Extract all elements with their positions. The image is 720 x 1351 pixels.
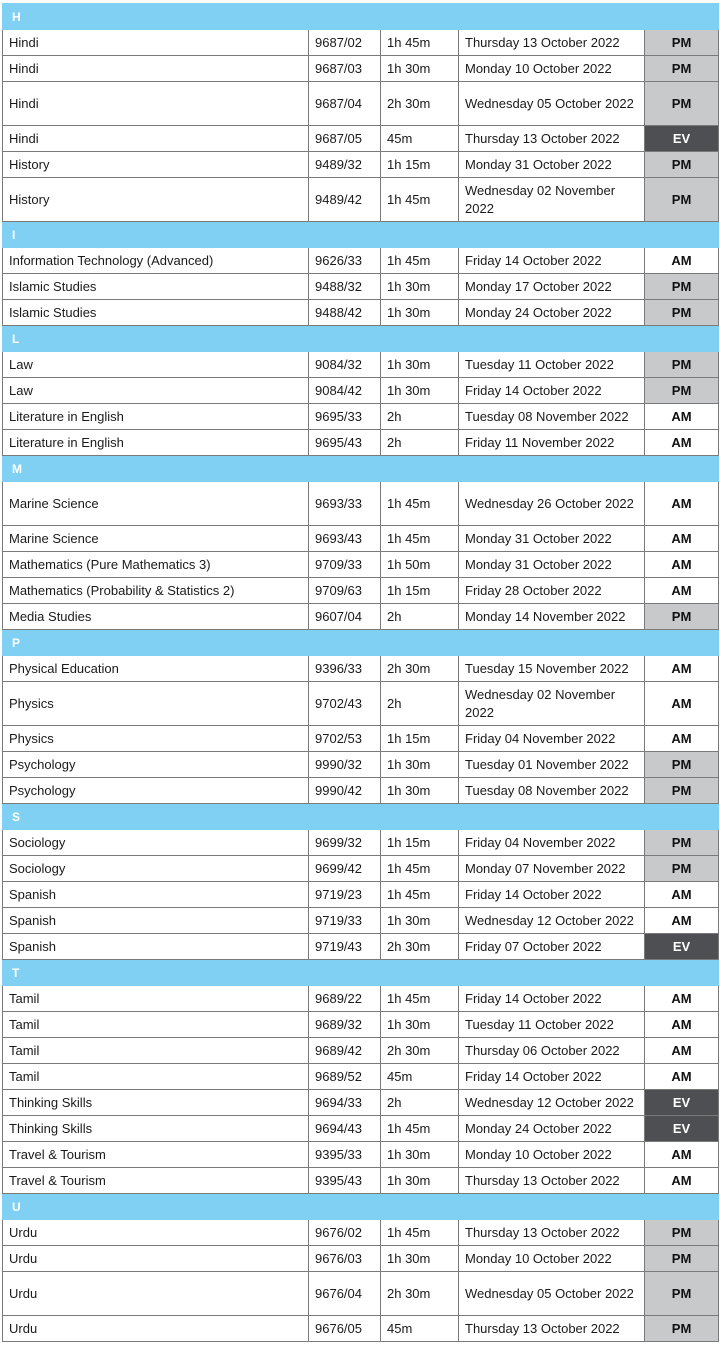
- duration-cell: 1h 30m: [381, 352, 459, 378]
- table-row: [3, 1220, 719, 1246]
- subject-cell: Islamic Studies: [3, 300, 309, 326]
- session-cell: AM: [645, 430, 719, 456]
- subject-cell: Mathematics (Pure Mathematics 3): [3, 552, 309, 578]
- subject-cell: History: [3, 178, 309, 222]
- table-row: [3, 578, 719, 604]
- duration-cell: 1h 45m: [381, 30, 459, 56]
- component-code-cell: 9695/43: [309, 430, 381, 456]
- session-cell: PM: [645, 300, 719, 326]
- component-code-cell: 9687/02: [309, 30, 381, 56]
- duration-cell: 1h 30m: [381, 1168, 459, 1194]
- session-cell: PM: [645, 178, 719, 222]
- table-row: [3, 778, 719, 804]
- duration-cell: 1h 30m: [381, 1012, 459, 1038]
- duration-cell: 1h 30m: [381, 908, 459, 934]
- session-cell: AM: [645, 1038, 719, 1064]
- date-cell: Tuesday 08 November 2022: [459, 778, 645, 804]
- session-cell: AM: [645, 248, 719, 274]
- table-row: [3, 882, 719, 908]
- duration-cell: 2h: [381, 1090, 459, 1116]
- session-cell: PM: [645, 82, 719, 126]
- component-code-cell: 9693/43: [309, 526, 381, 552]
- component-code-cell: 9719/43: [309, 934, 381, 960]
- component-code-cell: 9689/42: [309, 1038, 381, 1064]
- session-cell: AM: [645, 526, 719, 552]
- section-header: [3, 1194, 719, 1220]
- subject-cell: Spanish: [3, 882, 309, 908]
- table-row: [3, 1064, 719, 1090]
- component-code-cell: 9676/02: [309, 1220, 381, 1246]
- component-code-cell: 9489/32: [309, 152, 381, 178]
- table-row: [3, 152, 719, 178]
- subject-cell: Spanish: [3, 934, 309, 960]
- subject-cell: Information Technology (Advanced): [3, 248, 309, 274]
- duration-cell: 2h: [381, 430, 459, 456]
- date-cell: Tuesday 15 November 2022: [459, 656, 645, 682]
- subject-cell: Law: [3, 378, 309, 404]
- component-code-cell: 9626/33: [309, 248, 381, 274]
- component-code-cell: 9084/32: [309, 352, 381, 378]
- session-cell: AM: [645, 1168, 719, 1194]
- table-row: [3, 126, 719, 152]
- duration-cell: 1h 45m: [381, 482, 459, 526]
- date-cell: Wednesday 02 November 2022: [459, 178, 645, 222]
- table-row: [3, 1116, 719, 1142]
- session-cell: PM: [645, 1220, 719, 1246]
- date-cell: Monday 17 October 2022: [459, 274, 645, 300]
- subject-cell: Tamil: [3, 986, 309, 1012]
- session-cell: PM: [645, 1316, 719, 1342]
- section-header: [3, 804, 719, 830]
- date-cell: Friday 14 October 2022: [459, 378, 645, 404]
- date-cell: Monday 10 October 2022: [459, 1246, 645, 1272]
- subject-cell: Hindi: [3, 126, 309, 152]
- table-row: [3, 404, 719, 430]
- table-row: [3, 830, 719, 856]
- component-code-cell: 9687/04: [309, 82, 381, 126]
- session-cell: PM: [645, 152, 719, 178]
- table-row: [3, 682, 719, 726]
- session-cell: AM: [645, 552, 719, 578]
- section-letter: P: [3, 630, 719, 656]
- date-cell: Thursday 06 October 2022: [459, 1038, 645, 1064]
- date-cell: Friday 14 October 2022: [459, 882, 645, 908]
- date-cell: Thursday 13 October 2022: [459, 30, 645, 56]
- date-cell: Monday 31 October 2022: [459, 552, 645, 578]
- session-cell: AM: [645, 482, 719, 526]
- session-cell: PM: [645, 778, 719, 804]
- component-code-cell: 9689/32: [309, 1012, 381, 1038]
- subject-cell: Hindi: [3, 56, 309, 82]
- subject-cell: Thinking Skills: [3, 1116, 309, 1142]
- component-code-cell: 9719/33: [309, 908, 381, 934]
- section-header: [3, 630, 719, 656]
- date-cell: Monday 24 October 2022: [459, 1116, 645, 1142]
- duration-cell: 1h 45m: [381, 882, 459, 908]
- duration-cell: 1h 30m: [381, 1142, 459, 1168]
- section-letter: U: [3, 1194, 719, 1220]
- subject-cell: Sociology: [3, 856, 309, 882]
- duration-cell: 1h 45m: [381, 1116, 459, 1142]
- duration-cell: 2h: [381, 682, 459, 726]
- component-code-cell: 9719/23: [309, 882, 381, 908]
- table-row: [3, 726, 719, 752]
- subject-cell: Tamil: [3, 1012, 309, 1038]
- duration-cell: 1h 30m: [381, 274, 459, 300]
- table-row: [3, 908, 719, 934]
- duration-cell: 1h 30m: [381, 56, 459, 82]
- section-letter: I: [3, 222, 719, 248]
- date-cell: Wednesday 05 October 2022: [459, 82, 645, 126]
- table-row: [3, 352, 719, 378]
- section-header: [3, 4, 719, 30]
- component-code-cell: 9694/33: [309, 1090, 381, 1116]
- session-cell: EV: [645, 934, 719, 960]
- session-cell: EV: [645, 126, 719, 152]
- date-cell: Thursday 13 October 2022: [459, 1220, 645, 1246]
- duration-cell: 1h 15m: [381, 152, 459, 178]
- date-cell: Tuesday 08 November 2022: [459, 404, 645, 430]
- component-code-cell: 9702/43: [309, 682, 381, 726]
- table-row: [3, 526, 719, 552]
- date-cell: Thursday 13 October 2022: [459, 1168, 645, 1194]
- date-cell: Wednesday 12 October 2022: [459, 908, 645, 934]
- component-code-cell: 9990/32: [309, 752, 381, 778]
- subject-cell: Travel & Tourism: [3, 1142, 309, 1168]
- session-cell: AM: [645, 404, 719, 430]
- component-code-cell: 9687/05: [309, 126, 381, 152]
- component-code-cell: 9689/52: [309, 1064, 381, 1090]
- table-row: [3, 178, 719, 222]
- component-code-cell: 9689/22: [309, 986, 381, 1012]
- table-row: [3, 604, 719, 630]
- section-header: [3, 456, 719, 482]
- duration-cell: 2h: [381, 604, 459, 630]
- duration-cell: 45m: [381, 126, 459, 152]
- table-row: [3, 656, 719, 682]
- component-code-cell: 9395/33: [309, 1142, 381, 1168]
- table-row: [3, 430, 719, 456]
- date-cell: Monday 31 October 2022: [459, 526, 645, 552]
- subject-cell: Psychology: [3, 752, 309, 778]
- subject-cell: Marine Science: [3, 526, 309, 552]
- component-code-cell: 9395/43: [309, 1168, 381, 1194]
- session-cell: PM: [645, 352, 719, 378]
- session-cell: AM: [645, 578, 719, 604]
- subject-cell: Sociology: [3, 830, 309, 856]
- component-code-cell: 9084/42: [309, 378, 381, 404]
- duration-cell: 45m: [381, 1064, 459, 1090]
- subject-cell: Urdu: [3, 1246, 309, 1272]
- date-cell: Wednesday 26 October 2022: [459, 482, 645, 526]
- subject-cell: Literature in English: [3, 430, 309, 456]
- exam-timetable: [2, 3, 719, 1342]
- session-cell: AM: [645, 726, 719, 752]
- table-row: [3, 56, 719, 82]
- component-code-cell: 9709/63: [309, 578, 381, 604]
- table-row: [3, 1168, 719, 1194]
- subject-cell: Physical Education: [3, 656, 309, 682]
- component-code-cell: 9676/05: [309, 1316, 381, 1342]
- section-letter: S: [3, 804, 719, 830]
- session-cell: AM: [645, 908, 719, 934]
- duration-cell: 1h 30m: [381, 1246, 459, 1272]
- duration-cell: 2h 30m: [381, 1038, 459, 1064]
- session-cell: PM: [645, 30, 719, 56]
- table-row: [3, 482, 719, 526]
- duration-cell: 1h 15m: [381, 726, 459, 752]
- duration-cell: 1h 45m: [381, 178, 459, 222]
- date-cell: Friday 14 October 2022: [459, 1064, 645, 1090]
- duration-cell: 1h 45m: [381, 1220, 459, 1246]
- session-cell: PM: [645, 56, 719, 82]
- subject-cell: Media Studies: [3, 604, 309, 630]
- table-row: [3, 378, 719, 404]
- date-cell: Tuesday 11 October 2022: [459, 1012, 645, 1038]
- duration-cell: 1h 50m: [381, 552, 459, 578]
- table-row: [3, 1090, 719, 1116]
- duration-cell: 1h 45m: [381, 856, 459, 882]
- component-code-cell: 9699/32: [309, 830, 381, 856]
- date-cell: Friday 07 October 2022: [459, 934, 645, 960]
- table-row: [3, 1316, 719, 1342]
- table-row: [3, 856, 719, 882]
- duration-cell: 1h 30m: [381, 378, 459, 404]
- table-row: [3, 1012, 719, 1038]
- subject-cell: Urdu: [3, 1220, 309, 1246]
- table-row: [3, 1246, 719, 1272]
- date-cell: Friday 04 November 2022: [459, 830, 645, 856]
- duration-cell: 1h 45m: [381, 248, 459, 274]
- component-code-cell: 9693/33: [309, 482, 381, 526]
- subject-cell: Urdu: [3, 1272, 309, 1316]
- subject-cell: Travel & Tourism: [3, 1168, 309, 1194]
- timetable-body: [3, 4, 719, 1342]
- date-cell: Monday 14 November 2022: [459, 604, 645, 630]
- session-cell: AM: [645, 882, 719, 908]
- subject-cell: Law: [3, 352, 309, 378]
- session-cell: AM: [645, 682, 719, 726]
- table-row: [3, 752, 719, 778]
- date-cell: Friday 28 October 2022: [459, 578, 645, 604]
- component-code-cell: 9990/42: [309, 778, 381, 804]
- table-row: [3, 300, 719, 326]
- date-cell: Friday 14 October 2022: [459, 986, 645, 1012]
- subject-cell: Tamil: [3, 1038, 309, 1064]
- section-letter: H: [3, 4, 719, 30]
- subject-cell: Marine Science: [3, 482, 309, 526]
- subject-cell: Psychology: [3, 778, 309, 804]
- session-cell: PM: [645, 1272, 719, 1316]
- duration-cell: 2h 30m: [381, 934, 459, 960]
- duration-cell: 1h 45m: [381, 526, 459, 552]
- section-letter: T: [3, 960, 719, 986]
- component-code-cell: 9676/04: [309, 1272, 381, 1316]
- component-code-cell: 9709/33: [309, 552, 381, 578]
- session-cell: PM: [645, 830, 719, 856]
- duration-cell: 2h 30m: [381, 1272, 459, 1316]
- duration-cell: 1h 15m: [381, 578, 459, 604]
- subject-cell: Thinking Skills: [3, 1090, 309, 1116]
- session-cell: PM: [645, 752, 719, 778]
- table-row: [3, 30, 719, 56]
- date-cell: Monday 10 October 2022: [459, 1142, 645, 1168]
- table-row: [3, 1038, 719, 1064]
- session-cell: AM: [645, 1012, 719, 1038]
- date-cell: Monday 10 October 2022: [459, 56, 645, 82]
- subject-cell: Hindi: [3, 82, 309, 126]
- table-row: [3, 552, 719, 578]
- table-row: [3, 82, 719, 126]
- duration-cell: 2h 30m: [381, 656, 459, 682]
- session-cell: PM: [645, 378, 719, 404]
- date-cell: Monday 24 October 2022: [459, 300, 645, 326]
- session-cell: PM: [645, 274, 719, 300]
- component-code-cell: 9676/03: [309, 1246, 381, 1272]
- table-row: [3, 1272, 719, 1316]
- duration-cell: 45m: [381, 1316, 459, 1342]
- subject-cell: Physics: [3, 726, 309, 752]
- component-code-cell: 9396/33: [309, 656, 381, 682]
- subject-cell: Urdu: [3, 1316, 309, 1342]
- table-row: [3, 274, 719, 300]
- date-cell: Wednesday 05 October 2022: [459, 1272, 645, 1316]
- section-letter: M: [3, 456, 719, 482]
- date-cell: Friday 04 November 2022: [459, 726, 645, 752]
- subject-cell: Tamil: [3, 1064, 309, 1090]
- date-cell: Tuesday 11 October 2022: [459, 352, 645, 378]
- component-code-cell: 9695/33: [309, 404, 381, 430]
- date-cell: Friday 11 November 2022: [459, 430, 645, 456]
- date-cell: Wednesday 02 November 2022: [459, 682, 645, 726]
- subject-cell: History: [3, 152, 309, 178]
- table-row: [3, 248, 719, 274]
- duration-cell: 1h 45m: [381, 986, 459, 1012]
- date-cell: Monday 31 October 2022: [459, 152, 645, 178]
- duration-cell: 1h 30m: [381, 300, 459, 326]
- section-header: [3, 326, 719, 352]
- duration-cell: 2h 30m: [381, 82, 459, 126]
- component-code-cell: 9694/43: [309, 1116, 381, 1142]
- session-cell: EV: [645, 1090, 719, 1116]
- date-cell: Monday 07 November 2022: [459, 856, 645, 882]
- session-cell: PM: [645, 1246, 719, 1272]
- table-row: [3, 934, 719, 960]
- subject-cell: Literature in English: [3, 404, 309, 430]
- table-row: [3, 986, 719, 1012]
- component-code-cell: 9687/03: [309, 56, 381, 82]
- session-cell: AM: [645, 1064, 719, 1090]
- date-cell: Tuesday 01 November 2022: [459, 752, 645, 778]
- date-cell: Friday 14 October 2022: [459, 248, 645, 274]
- component-code-cell: 9699/42: [309, 856, 381, 882]
- section-letter: L: [3, 326, 719, 352]
- component-code-cell: 9607/04: [309, 604, 381, 630]
- session-cell: AM: [645, 1142, 719, 1168]
- component-code-cell: 9702/53: [309, 726, 381, 752]
- subject-cell: Physics: [3, 682, 309, 726]
- session-cell: PM: [645, 856, 719, 882]
- component-code-cell: 9488/42: [309, 300, 381, 326]
- table-row: [3, 1142, 719, 1168]
- section-header: [3, 222, 719, 248]
- session-cell: PM: [645, 604, 719, 630]
- date-cell: Wednesday 12 October 2022: [459, 1090, 645, 1116]
- duration-cell: 1h 30m: [381, 752, 459, 778]
- subject-cell: Spanish: [3, 908, 309, 934]
- session-cell: AM: [645, 986, 719, 1012]
- subject-cell: Hindi: [3, 30, 309, 56]
- subject-cell: Mathematics (Probability & Statistics 2): [3, 578, 309, 604]
- component-code-cell: 9489/42: [309, 178, 381, 222]
- duration-cell: 1h 30m: [381, 778, 459, 804]
- date-cell: Thursday 13 October 2022: [459, 126, 645, 152]
- duration-cell: 2h: [381, 404, 459, 430]
- component-code-cell: 9488/32: [309, 274, 381, 300]
- session-cell: EV: [645, 1116, 719, 1142]
- subject-cell: Islamic Studies: [3, 274, 309, 300]
- duration-cell: 1h 15m: [381, 830, 459, 856]
- session-cell: AM: [645, 656, 719, 682]
- section-header: [3, 960, 719, 986]
- date-cell: Thursday 13 October 2022: [459, 1316, 645, 1342]
